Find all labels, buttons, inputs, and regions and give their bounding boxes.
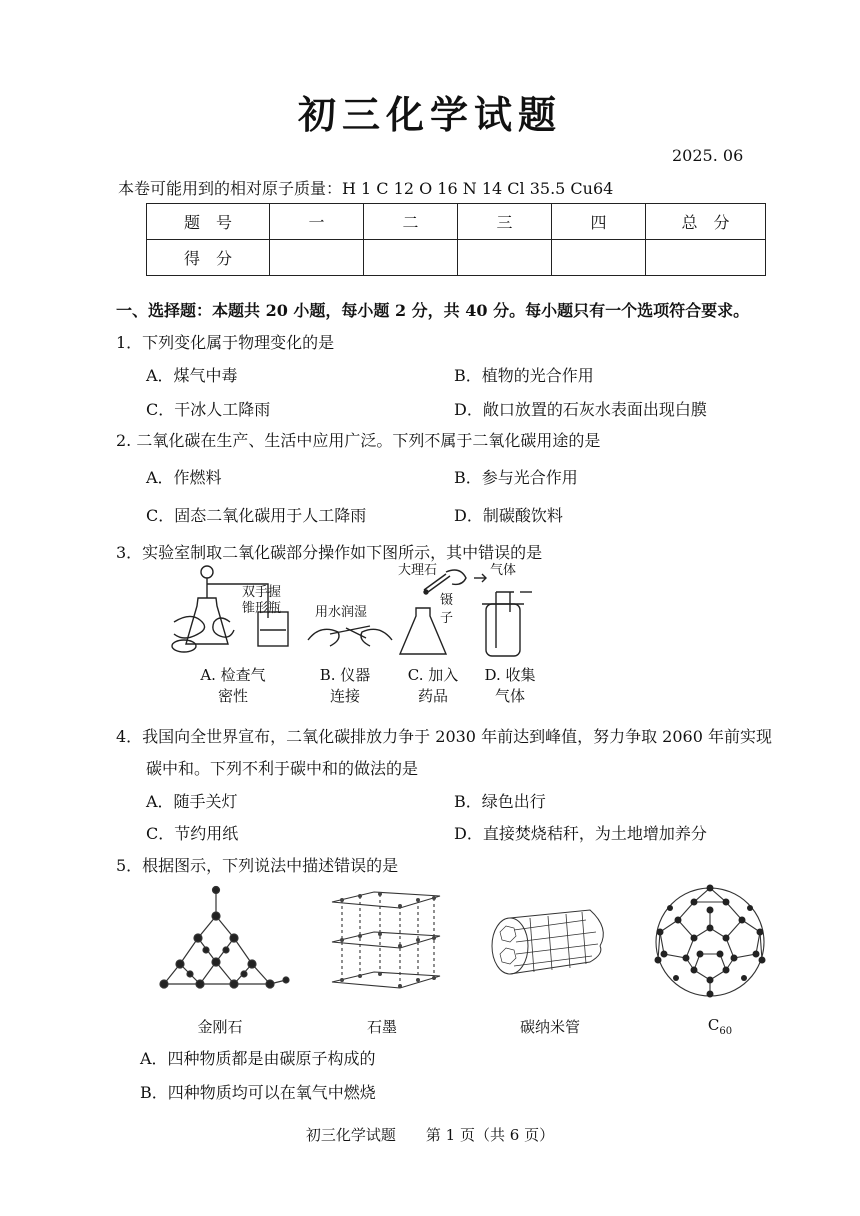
carbon-allotropes-figure: [150, 880, 790, 1010]
label-c60: [680, 1016, 760, 1037]
add-reagent-drawing: [400, 570, 466, 654]
atomic-masses-note: 本卷可能用到的相对原子质量：H 1 C 12 O 16 N 14 Cl 35.5 Cu64: [118, 179, 614, 198]
question-2-stem: 2. 二氧化碳在生产、生活中应用广泛。下列不属于二氧化碳用途的是: [116, 431, 601, 450]
caption-a: [188, 664, 278, 706]
q4-option-a: A．随手关灯: [146, 792, 238, 811]
gas-collection-drawing: [474, 574, 532, 656]
table-cell: 四: [552, 204, 646, 240]
question-3-stem: 3．实验室制取二氧化碳部分操作如下图所示，其中错误的是: [116, 543, 543, 562]
caption-d: [470, 664, 550, 706]
caption-c-line1: C. 加入: [407, 666, 459, 684]
label-zhuixing: 锥形瓶: [242, 601, 282, 616]
q1-option-b: B．植物的光合作用: [454, 366, 594, 385]
q5-option-b: B．四种物质均可以在氧气中燃烧: [140, 1083, 376, 1102]
table-cell: [364, 240, 458, 276]
q2-option-b: B．参与光合作用: [454, 468, 578, 487]
q4-option-c: C．节约用纸: [146, 824, 239, 843]
label-nanotube: [505, 1016, 595, 1037]
q2-option-c: C．固态二氧化碳用于人工降雨: [146, 506, 367, 525]
exam-date: 2025. 06: [672, 146, 744, 165]
caption-c-line2: 药品: [417, 687, 448, 705]
label-yongshui: 用水润湿: [315, 605, 368, 620]
table-cell: 总 分: [646, 204, 766, 240]
label-zi: 子: [440, 611, 454, 626]
table-cell: 二: [364, 204, 458, 240]
caption-a-line2: 密性: [217, 687, 248, 705]
caption-c: [393, 664, 473, 706]
diamond-structure-drawing: [160, 887, 289, 989]
caption-b-line2: 连接: [329, 687, 360, 705]
score-table-header-row: [147, 204, 766, 240]
table-cell: [646, 240, 766, 276]
table-cell: [270, 240, 364, 276]
label-dalishi: 大理石: [398, 563, 438, 578]
question-1-stem: 1．下列变化属于物理变化的是: [116, 333, 335, 352]
score-table-score-row: [147, 240, 766, 276]
lab-operations-figure: [170, 562, 540, 666]
score-table: [146, 203, 766, 276]
caption-d-line1: D. 收集: [484, 666, 536, 684]
label-nie: 镊: [440, 593, 454, 608]
page-title: 初三化学试题: [297, 93, 562, 137]
table-cell: 三: [458, 204, 552, 240]
question-4-stem-line1: 4．我国向全世界宣布，二氧化碳排放力争于 2030 年前达到峰值，努力争取 2060 年前实现: [116, 727, 772, 746]
q2-option-a: A．作燃料: [146, 468, 222, 487]
q4-option-d: D．直接焚烧秸秆，为土地增加养分: [454, 824, 707, 843]
label-graphite: 石墨: [366, 1018, 397, 1036]
table-cell: [552, 240, 646, 276]
caption-b: [305, 664, 385, 706]
graphite-structure-drawing: [332, 892, 440, 988]
page-footer: 初三化学试题 第 1 页（共 6 页）: [305, 1126, 555, 1144]
table-cell: [458, 240, 552, 276]
label-diamond: 金刚石: [197, 1018, 243, 1036]
caption-d-line2: 气体: [494, 687, 525, 705]
label-c60-subscript: 60: [719, 1026, 733, 1037]
connect-instruments-drawing: [308, 626, 392, 646]
nanotube-structure-drawing: [492, 910, 603, 974]
label-nanotube-text: 碳纳米管: [519, 1018, 580, 1036]
section-heading: 一、选择题：本题共 20 小题，每小题 2 分，共 40 分。每小题只有一个选项符合要求。: [116, 301, 750, 320]
question-5-stem: 5．根据图示，下列说法中描述错误的是: [116, 856, 399, 875]
label-shuangshou: 双手握: [242, 585, 282, 600]
question-4-stem-line2: 碳中和。下列不利于碳中和的做法的是: [146, 759, 419, 778]
table-cell: 得 分: [147, 240, 270, 276]
caption-a-line1: A. 检查气: [200, 666, 266, 684]
q1-option-a: A．煤气中毒: [146, 366, 238, 385]
q2-option-d: D．制碳酸饮料: [454, 506, 563, 525]
q4-option-b: B．绿色出行: [454, 792, 546, 811]
label-c60-c: C: [707, 1016, 720, 1034]
caption-b-line1: B. 仪器: [319, 666, 371, 684]
c60-structure-drawing: [655, 885, 766, 998]
table-cell: 一: [270, 204, 364, 240]
q1-option-c: C．干冰人工降雨: [146, 400, 271, 419]
q1-option-d: D．敞口放置的石灰水表面出现白膜: [454, 400, 707, 419]
q5-option-a: A．四种物质都是由碳原子构成的: [140, 1049, 376, 1068]
table-cell: 题 号: [147, 204, 270, 240]
label-qiti: 气体: [490, 563, 517, 578]
